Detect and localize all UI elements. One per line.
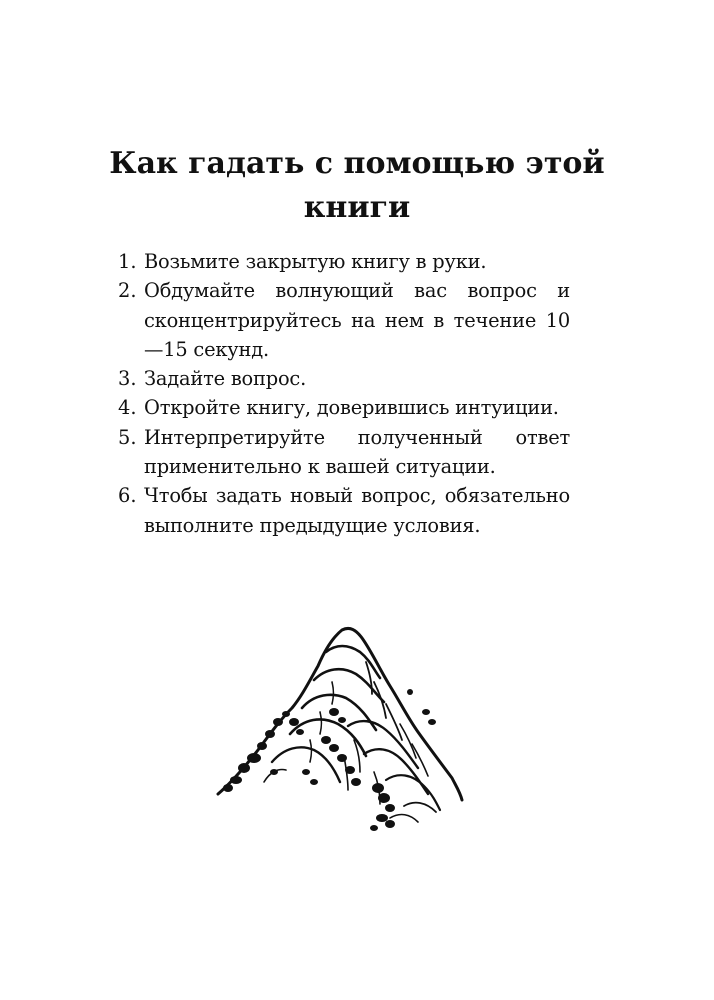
list-item [118, 364, 570, 393]
page-title: Как гадать с помощью этой книги [109, 146, 605, 225]
list-item [118, 276, 570, 364]
instruction-list [118, 247, 570, 540]
step-number: 1. [118, 250, 137, 273]
step-text: Интерпретируйте полученный ответ применительно к вашей ситуации. [144, 425, 570, 479]
step-number: 4. [118, 396, 137, 420]
list-item [118, 247, 570, 276]
step-number: 3. [118, 367, 137, 391]
mountain-illustration [214, 622, 466, 844]
list-item [118, 423, 570, 482]
list-item [118, 481, 570, 540]
step-text: Откройте книгу, доверившись интуиции. [144, 396, 559, 420]
step-number: 2. [118, 279, 137, 303]
step-number: 5. [118, 425, 137, 449]
step-text: Обдумайте волнующий вас вопрос и сконцентрируйтесь на нем в течение 10—15 секунд. [144, 279, 570, 361]
list-item [118, 393, 570, 422]
step-text: Чтобы задать новый вопрос, обязательно выполните предыдущие условия. [144, 484, 570, 537]
step-number: 6. [118, 484, 137, 508]
step-text: Возьмите закрытую книгу в руки. [144, 250, 487, 273]
step-text: Задайте вопрос. [144, 367, 307, 391]
